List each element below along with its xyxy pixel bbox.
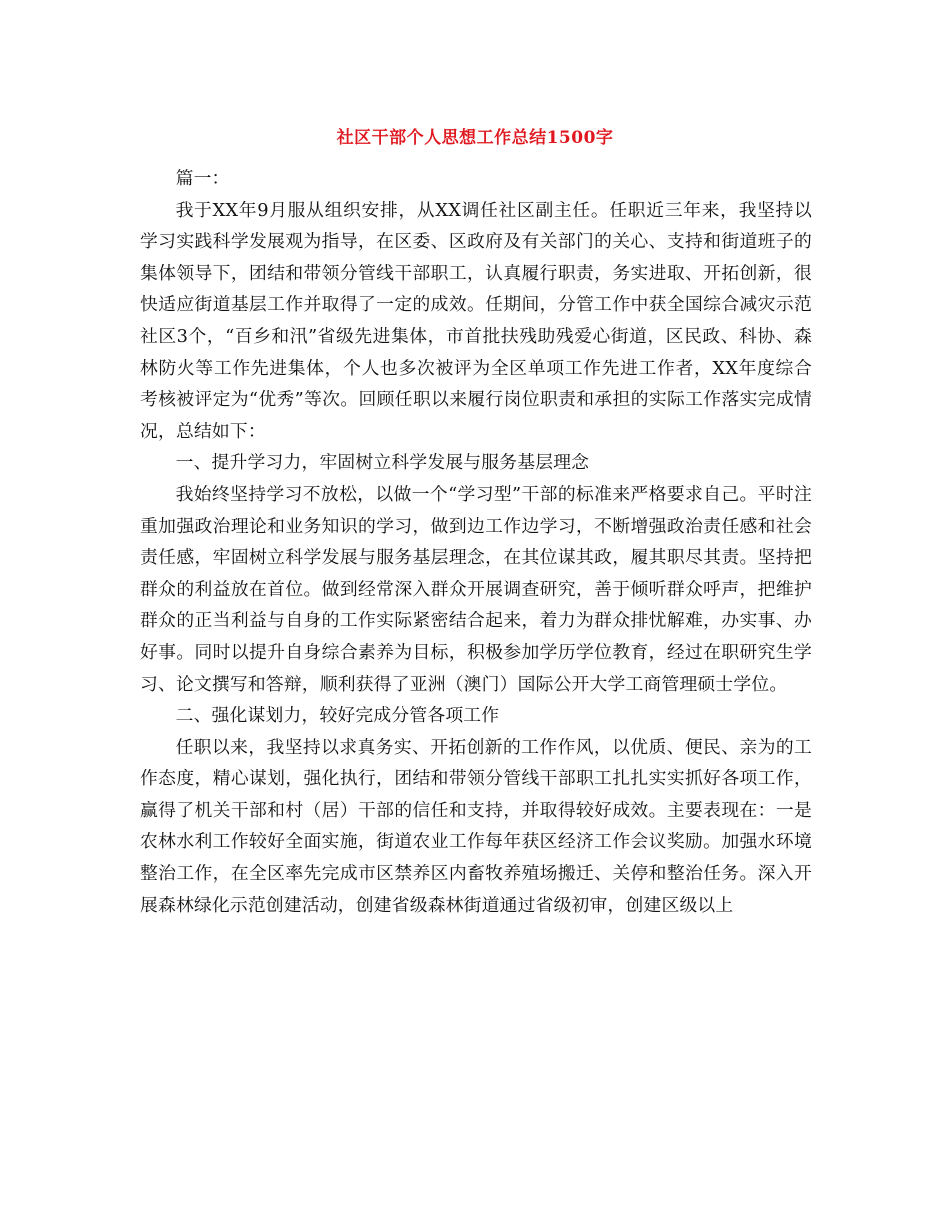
document-body [140, 163, 812, 921]
heading-section-1: 一、提升学习力，牢固树立科学发展与服务基层理念 [175, 452, 590, 474]
paragraph-section-2: 任职以来，我坚持以求真务实、开拓创新的工作作风，以优质、便民、亲为的工作态度，精心谋划，强化执行，团结和带领分管线干部职工扎扎实实抓好各项工作，赢得了机关干部和村（居）干部的信任和支持，并取得较好成效。主要表现在：一是农林水利工作较好全面实施，街道农业工作每年获区经济工作会议奖励。加强水环境整治工作，在全区率先完成市区禁养区内畜牧养殖场搬迁、关停和整治任务。深入开展森林绿化示范创建活动，创建省级森林街道通过省级初审，创建区级以上 [140, 736, 812, 916]
paragraph-intro: 我于XX年9月服从组织安排，从XX调任社区副主任。任职近三年来，我坚持以学习实践科学发展观为指导，在区委、区政府及有关部门的关心、支持和街道班子的集体领导下，团结和带领分管线干部职工，认真履行职责，务实进取、开拓创新，很快适应街道基层工作并取得了一定的成效。任期间，分管工作中获全国综合减灾示范社区3个，“百乡和汛”省级先进集体，市首批扶残助残爱心街道，区民政、科协、森林防火等工作先进集体，个人也多次被评为全区单项工作先进工作者，XX年度综合考核被评定为“优秀”等次。回顾任职以来履行岗位职责和承担的实际工作落实完成情况，总结如下： [140, 199, 812, 442]
heading-section-2: 二、强化谋划力，较好完成分管各项工作 [175, 705, 500, 727]
paragraph-section-1: 我始终坚持学习不放松，以做一个“学习型”干部的标准来严格要求自己。平时注重加强政治理论和业务知识的学习，做到边工作边学习，不断增强政治责任感和社会责任感，牢固树立科学发展与服务基层理念，在其位谋其政，履其职尽其责。坚持把群众的利益放在首位。做到经常深入群众开展调查研究，善于倾听群众呼声，把维护群众的正当利益与自身的工作实际紧密结合起来，着力为群众排忧解难，办实事、办好事。同时以提升自身综合素养为目标，积极参加学历学位教育，经过在职研究生学习、论文撰写和答辩，顺利获得了亚洲（澳门）国际公开大学工商管理硕士学位。 [140, 483, 812, 695]
document-title: 社区干部个人思想工作总结1500字 [336, 128, 614, 148]
paragraph-section-label: 篇一： [175, 168, 230, 189]
